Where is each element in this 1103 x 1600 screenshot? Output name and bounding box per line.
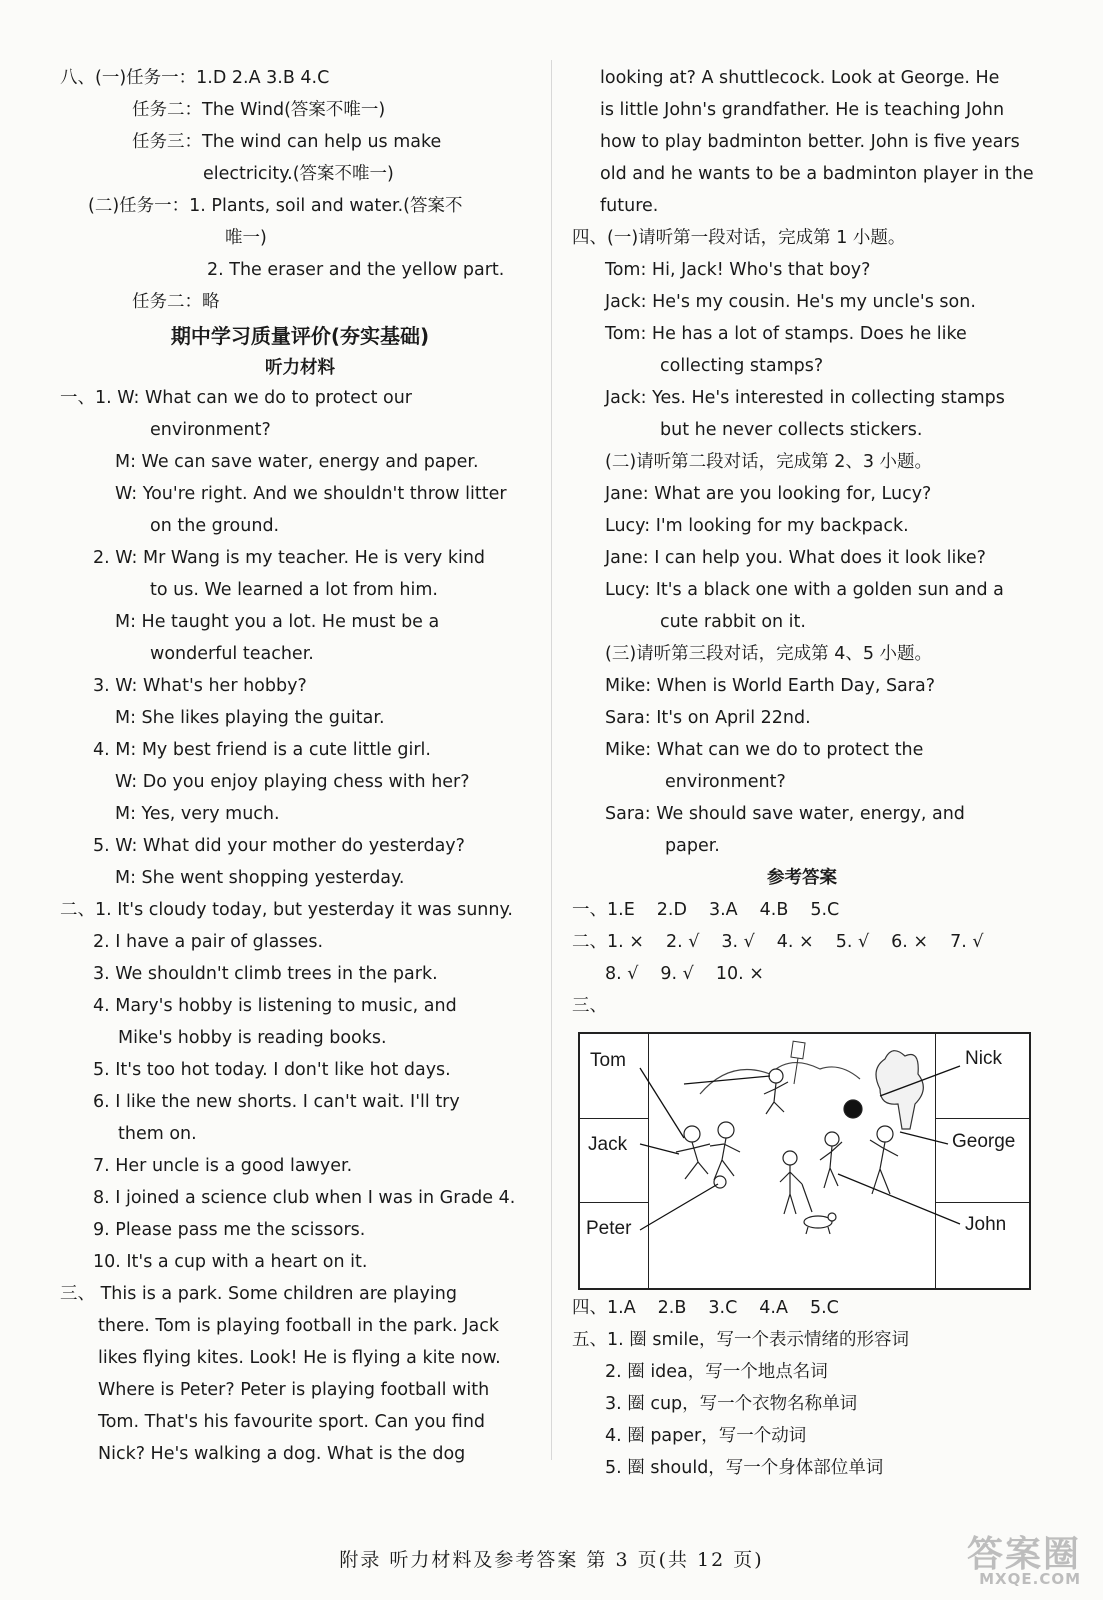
watermark-top: 答案圈: [966, 1534, 1081, 1575]
p4-line: Jack: Yes. He's interested in collecting stamps: [605, 388, 1005, 408]
answer: 4.B: [759, 900, 789, 920]
section-subheading: 听力材料: [265, 358, 335, 378]
answers-part2a: [572, 930, 1006, 954]
answers-part1: [572, 898, 861, 922]
name-tom: Tom: [590, 1050, 626, 1071]
p1-line: wonderful teacher.: [150, 644, 314, 664]
p1-line: 4. M: My best friend is a cute little girl.: [93, 740, 431, 760]
answer: 2.D: [656, 900, 687, 920]
p3-cont-line: future.: [600, 196, 659, 216]
answer: 4. ×: [776, 932, 814, 952]
p5-line: 4. 圈 paper，写一个动词: [605, 1426, 807, 1446]
p3-line: 三、 This is a park. Some children are playing: [60, 1284, 457, 1304]
nick-with-dog: [780, 1151, 836, 1234]
p1-line: M: We can save water, energy and paper.: [115, 452, 479, 472]
p1-line: W: You're right. And we shouldn't throw litter: [115, 484, 507, 504]
sec8-line7: 2. The eraser and the yellow part.: [207, 260, 505, 280]
answers-part4: [572, 1296, 861, 1320]
line-george: [900, 1132, 948, 1144]
sec8-line3: 任务三：The wind can help us make: [132, 132, 442, 152]
answer: 3.C: [708, 1298, 738, 1318]
answer: 3.A: [708, 900, 738, 920]
p2-line: 4. Mary's hobby is listening to music, and: [93, 996, 457, 1016]
p1-line: 一、1. W: What can we do to protect our: [60, 388, 412, 408]
answer: 7. √: [950, 932, 984, 952]
p3-line: Nick? He's walking a dog. What is the dog: [98, 1444, 466, 1464]
p5-line: 2. 圈 idea，写一个地点名词: [605, 1362, 828, 1382]
p4-line: Tom: He has a lot of stamps. Does he like: [605, 324, 967, 344]
sec8-line8: 任务二：略: [132, 292, 220, 312]
p3-cont-line: how to play badminton better. John is five years: [600, 132, 1020, 152]
line-jack: [640, 1144, 679, 1154]
sec8-line2: 任务二：The Wind(答案不唯一): [132, 100, 386, 120]
answer: 2. √: [665, 932, 700, 952]
p2-line: Mike's hobby is reading books.: [118, 1028, 387, 1048]
answer: 5. √: [835, 932, 870, 952]
answer: 8. √: [605, 964, 639, 984]
park-illustration: [580, 1034, 1029, 1288]
answers-part2b: [605, 962, 786, 986]
p4-line: Mike: When is World Earth Day, Sara?: [605, 676, 935, 696]
p3-line: likes flying kites. Look! He is flying a kite now.: [98, 1348, 501, 1368]
line-extra: [684, 1076, 770, 1084]
column-divider: [551, 60, 552, 1460]
p1-line: W: Do you enjoy playing chess with her?: [115, 772, 470, 792]
answer: 9. √: [660, 964, 694, 984]
p1-line: 2. W: Mr Wang is my teacher. He is very kind: [93, 548, 486, 568]
name-george: George: [952, 1131, 1016, 1152]
p2-line: 9. Please pass me the scissors.: [93, 1220, 366, 1240]
p4-line: Lucy: It's a black one with a golden sun and a: [605, 580, 1004, 600]
answers-heading: 参考答案: [767, 868, 837, 888]
line-tom: [640, 1068, 684, 1138]
p4-line: cute rabbit on it.: [660, 612, 806, 632]
p1-line: environment?: [150, 420, 271, 440]
p1-line: to us. We learned a lot from him.: [150, 580, 438, 600]
p1-line: on the ground.: [150, 516, 280, 536]
p4-line: (二)请听第二段对话，完成第 2、3 小题。: [605, 452, 933, 472]
name-peter: Peter: [586, 1218, 632, 1239]
answer: 3. √: [721, 932, 755, 952]
p3-cont-line: old and he wants to be a badminton player in the: [600, 164, 1034, 184]
p2-line: 7. Her uncle is a good lawyer.: [93, 1156, 353, 1176]
watermark-bottom: MXQE.COM: [979, 1570, 1081, 1588]
name-jack: Jack: [588, 1134, 628, 1155]
p5-line: 3. 圈 cup，写一个衣物名称单词: [605, 1394, 858, 1414]
p2-line: 5. It's too hot today. I don't like hot days.: [93, 1060, 451, 1080]
kite: [791, 1041, 805, 1059]
p4-line: Jane: I can help you. What does it look like?: [605, 548, 986, 568]
p4-line: collecting stamps?: [660, 356, 824, 376]
john-figure: [820, 1132, 842, 1188]
p4-line: Lucy: I'm looking for my backpack.: [605, 516, 909, 536]
p1-line: 3. W: What's her hobby?: [93, 676, 307, 696]
p1-line: M: She likes playing the guitar.: [115, 708, 385, 728]
p4-line: Mike: What can we do to protect the: [605, 740, 924, 760]
line-peter: [640, 1184, 718, 1230]
name-john: John: [965, 1214, 1007, 1235]
matching-figure: [578, 1032, 1031, 1290]
answer: 4.A: [759, 1298, 788, 1318]
p1-line: M: She went shopping yesterday.: [115, 868, 405, 888]
p4-line: Jack: He's my cousin. He's my uncle's son.: [605, 292, 976, 312]
answer: 10. ×: [715, 964, 764, 984]
p3-line: Tom. That's his favourite sport. Can you find: [98, 1412, 486, 1432]
answer: 一、1.E: [572, 900, 635, 920]
answer: 5.C: [810, 900, 840, 920]
answer: 二、1. ×: [572, 932, 644, 952]
answer: 2.B: [657, 1298, 687, 1318]
p4-line: (三)请听第三段对话，完成第 4、5 小题。: [605, 644, 933, 664]
watermark-logo: [937, 1526, 1087, 1588]
football-children: [676, 1122, 740, 1188]
p4-line: Tom: Hi, Jack! Who's that boy?: [605, 260, 871, 280]
p3-line: there. Tom is playing football in the park. Jack: [98, 1316, 499, 1336]
p4-line: environment?: [665, 772, 786, 792]
p4-line: Sara: It's on April 22nd.: [605, 708, 811, 728]
p3-line: Where is Peter? Peter is playing football with: [98, 1380, 490, 1400]
sec8-line4: electricity.(答案不唯一): [203, 164, 394, 184]
answer: 6. ×: [891, 932, 929, 952]
answer: 四、1.A: [572, 1298, 636, 1318]
p2-line: 二、1. It's cloudy today, but yesterday it was sunny.: [60, 900, 513, 920]
p4-line: Jane: What are you looking for, Lucy?: [605, 484, 932, 504]
p2-line: 6. I like the new shorts. I can't wait. I'll try: [93, 1092, 460, 1112]
sec8-line1: 八、(一)任务一：1.D 2.A 3.B 4.C: [60, 68, 330, 88]
tree: [876, 1051, 923, 1129]
kite-string: [794, 1058, 798, 1084]
p4-line: but he never collects stickers.: [660, 420, 923, 440]
line-john: [838, 1174, 960, 1224]
p2-line: 2. I have a pair of glasses.: [93, 932, 324, 952]
p2-line: 8. I joined a science club when I was in Grade 4.: [93, 1188, 516, 1208]
p3-cont-line: is little John's grandfather. He is teaching John: [600, 100, 1005, 120]
name-nick: Nick: [965, 1048, 1002, 1069]
answers-part3-label: 三、: [572, 996, 607, 1016]
p5-line: 5. 圈 should，写一个身体部位单词: [605, 1458, 884, 1478]
answer: 5.C: [809, 1298, 839, 1318]
sec8-line6: 唯一): [225, 228, 267, 248]
section-heading: 期中学习质量评价(夯实基础): [170, 324, 430, 348]
p5-line: 五、1. 圈 smile，写一个表示情绪的形容词: [572, 1330, 909, 1350]
p1-line: M: Yes, very much.: [115, 804, 280, 824]
p2-line: 10. It's a cup with a heart on it.: [93, 1252, 368, 1272]
p2-line: 3. We shouldn't climb trees in the park.: [93, 964, 438, 984]
sec8-line5: (二)任务一：1. Plants, soil and water.(答案不: [88, 196, 463, 216]
p2-line: them on.: [118, 1124, 197, 1144]
page-footer: 附录 听力材料及参考答案 第 3 页(共 12 页): [339, 1549, 764, 1571]
p3-cont-line: looking at? A shuttlecock. Look at George. He: [600, 68, 1000, 88]
p1-line: M: He taught you a lot. He must be a: [115, 612, 440, 632]
p4-line: paper.: [665, 836, 720, 856]
p4-line: 四、(一)请听第一段对话，完成第 1 小题。: [572, 228, 906, 248]
p1-line: 5. W: What did your mother do yesterday?: [93, 836, 465, 856]
p4-line: Sara: We should save water, energy, and: [605, 804, 965, 824]
